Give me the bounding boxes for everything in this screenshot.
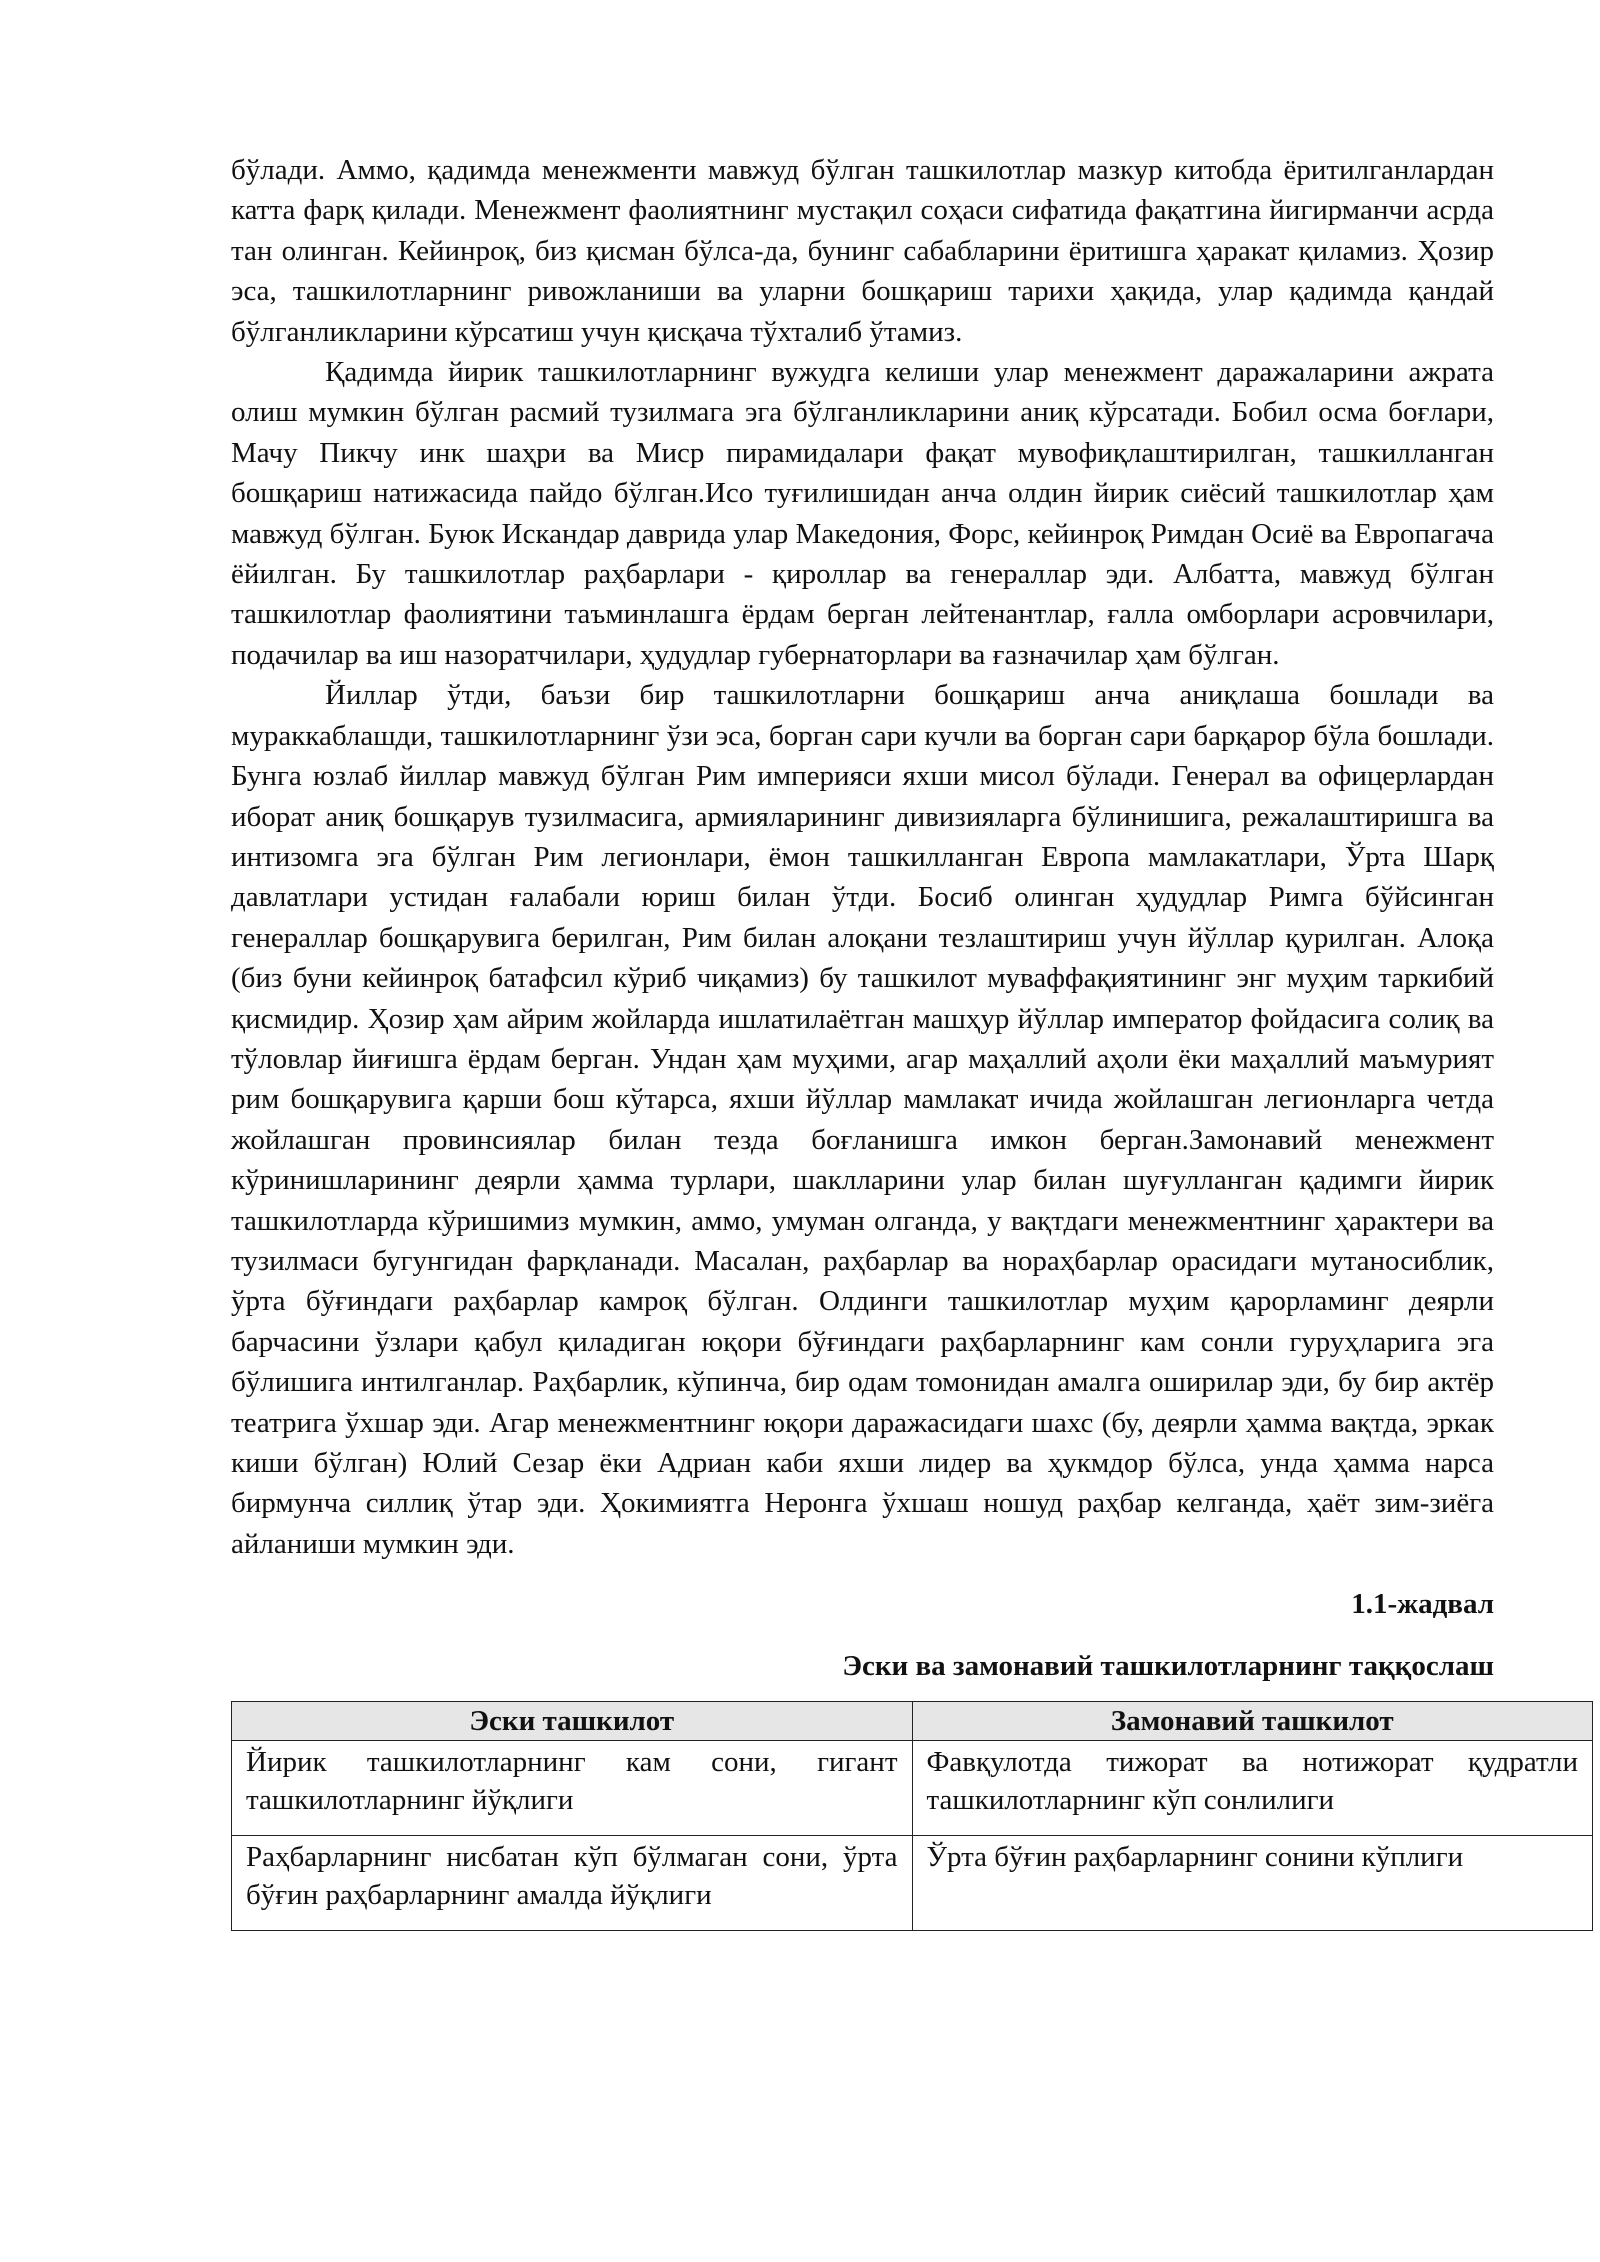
document-page — [231, 150, 1578, 1931]
table-header-modern: Замонавий ташкилот — [912, 1702, 1593, 1741]
paragraph-2: Қадимда йирик ташкилотларнинг вужудга келиши улар менежмент даражаларини ажрата олиш мумкин бўлган расмий тузилмага эга бўлганликларини аниқ кўрсатади. Бобил осма боғлари, Мачу Пикчу инк шаҳри ва Миср пирамидалари фақат мувофиқлаштирилган, ташкилланган бошқариш натижасида пайдо бўлган.Исо туғилишидан анча олдин йирик сиёсий ташкилотлар ҳам мавжуд бўлган. Буюк Искандар даврида улар Македония, Форс, кейинроқ Римдан Осиё ва Европагача ёйилган. Бу ташкилотлар раҳбарлари - қироллар ва генераллар эди. Албатта, мавжуд бўлган ташкилотлар фаолиятини таъминлашга ёрдам берган лейтенантлар, ғалла омборлари асровчилари, подачилар ва иш назоратчилари, ҳудудлар губернаторлари ва ғазначилар ҳам бўлган. — [231, 356, 1494, 671]
table-row — [232, 1741, 1593, 1836]
table-cell-modern: Фавқулотда тижорат ва нотижорат қудратли ташкилотларнинг кўп сонлилиги — [912, 1741, 1593, 1836]
table-cell-modern: Ўрта бўғин раҳбарларнинг сонини кўплиги — [912, 1836, 1593, 1931]
table-cell-old: Йирик ташкилотларнинг кам сони, гигант ташкилотларнинг йўқлиги — [232, 1741, 913, 1836]
table-header-old: Эски ташкилот — [232, 1702, 913, 1741]
paragraph-3: Йиллар ўтди, баъзи бир ташкилотларни бошқариш анча аниқлаша бошлади ва мураккаблашди, ташкилотларнинг ўзи эса, борган сари кучли ва борган сари барқарор бўла бошлади. Бунга юзлаб йиллар мавжуд бўлган Рим империяси яхши мисол бўлади. Генерал ва офицерлардан иборат аниқ бошқарув тузилмасига, армияларининг дивизияларга бўлинишига, режалаштиришга ва интизомга эга бўлган Рим легионлари, ёмон ташкилланган Европа мамлакатлари, Ўрта Шарқ давлатлари устидан ғалабали юриш билан ўтди. Босиб олинган ҳудудлар Римга бўйсинган генераллар бошқарувига берилган, Рим билан алоқани тезлаштириш учун йўллар қурилган. Алоқа (биз буни кейинроқ батафсил кўриб чиқамиз) бу ташкилот муваффақиятининг энг муҳим таркибий қисмидир. Ҳозир ҳам айрим жойларда ишлатилаётган машҳур йўллар император фойдасига солиқ ва тўловлар йиғишга ёрдам берган. Ундан ҳам муҳими, агар маҳаллий аҳоли ёки маҳаллий маъмурият рим бошқарувига қарши бош кўтарса, яхши йўллар мамлакат ичида жойлашган легионларга четда жойлашган провинсиялар билан тезда боғланишга имкон берган.Замонавий менежмент кўринишларининг деярли ҳамма турлари, шаклларини улар билан шуғулланган қадимги йирик ташкилотларда кўришимиз мумкин, аммо, умуман олганда, у вақтдаги менежментнинг ҳарактери ва тузилмаси бугунгидан фарқланади. Масалан, раҳбарлар ва нораҳбарлар орасидаги мутаносиблик, ўрта бўғиндаги раҳбарлар камроқ бўлган. Олдинги ташкилотлар муҳим қарорламинг деярли барчасини ўзлари қабул қиладиган юқори бўғиндаги раҳбарларнинг кам сонли гуруҳларига эга бўлишига интилганлар. Раҳбарлик, кўпинча, бир одам томонидан амалга оширилар эди, бу бир актёр театрига ўхшар эди. Агар менежментнинг юқори даражасидаги шахс (бу, деярли ҳамма вақтда, эркак киши бўлган) Юлий Сезар ёки Адриан каби яхши лидер ва ҳукмдор бўлса, унда ҳамма нарса бирмунча силлиқ ўтар эди. Ҳокимиятга Неронга ўхшаш ношуд раҳбар келганда, ҳаёт зим-зиёга айланиши мумкин эди. — [231, 679, 1494, 1560]
table-title: Эски ва замонавий ташкилотларнинг таққослаш — [842, 1650, 1494, 1683]
paragraph-1: бўлади. Аммо, қадимда менежменти мавжуд бўлган ташкилотлар мазкур китобда ёритилганлардан катта фарқ қилади. Менежмент фаолиятнинг мустақил соҳаси сифатида фақатгина йигирманчи асрда тан олинган. Кейинроқ, биз қисман бўлса-да, бунинг сабабларини ёритишга ҳаракат қиламиз. Ҳозир эса, ташкилотларнинг ривожланиши ва уларни бошқариш тарихи ҳақида, улар қадимда қандай бўлганликларини кўрсатиш учун қисқача тўхталиб ўтамиз. — [231, 154, 1494, 348]
table-row — [232, 1836, 1593, 1931]
table-header-row — [232, 1702, 1593, 1741]
table-cell-old: Раҳбарларнинг нисбатан кўп бўлмаган сони, ўрта бўғин раҳбарларнинг амалда йўқлиги — [232, 1836, 913, 1931]
table-number: 1.1-жадвал — [1351, 1588, 1494, 1621]
comparison-table — [231, 1701, 1593, 1931]
